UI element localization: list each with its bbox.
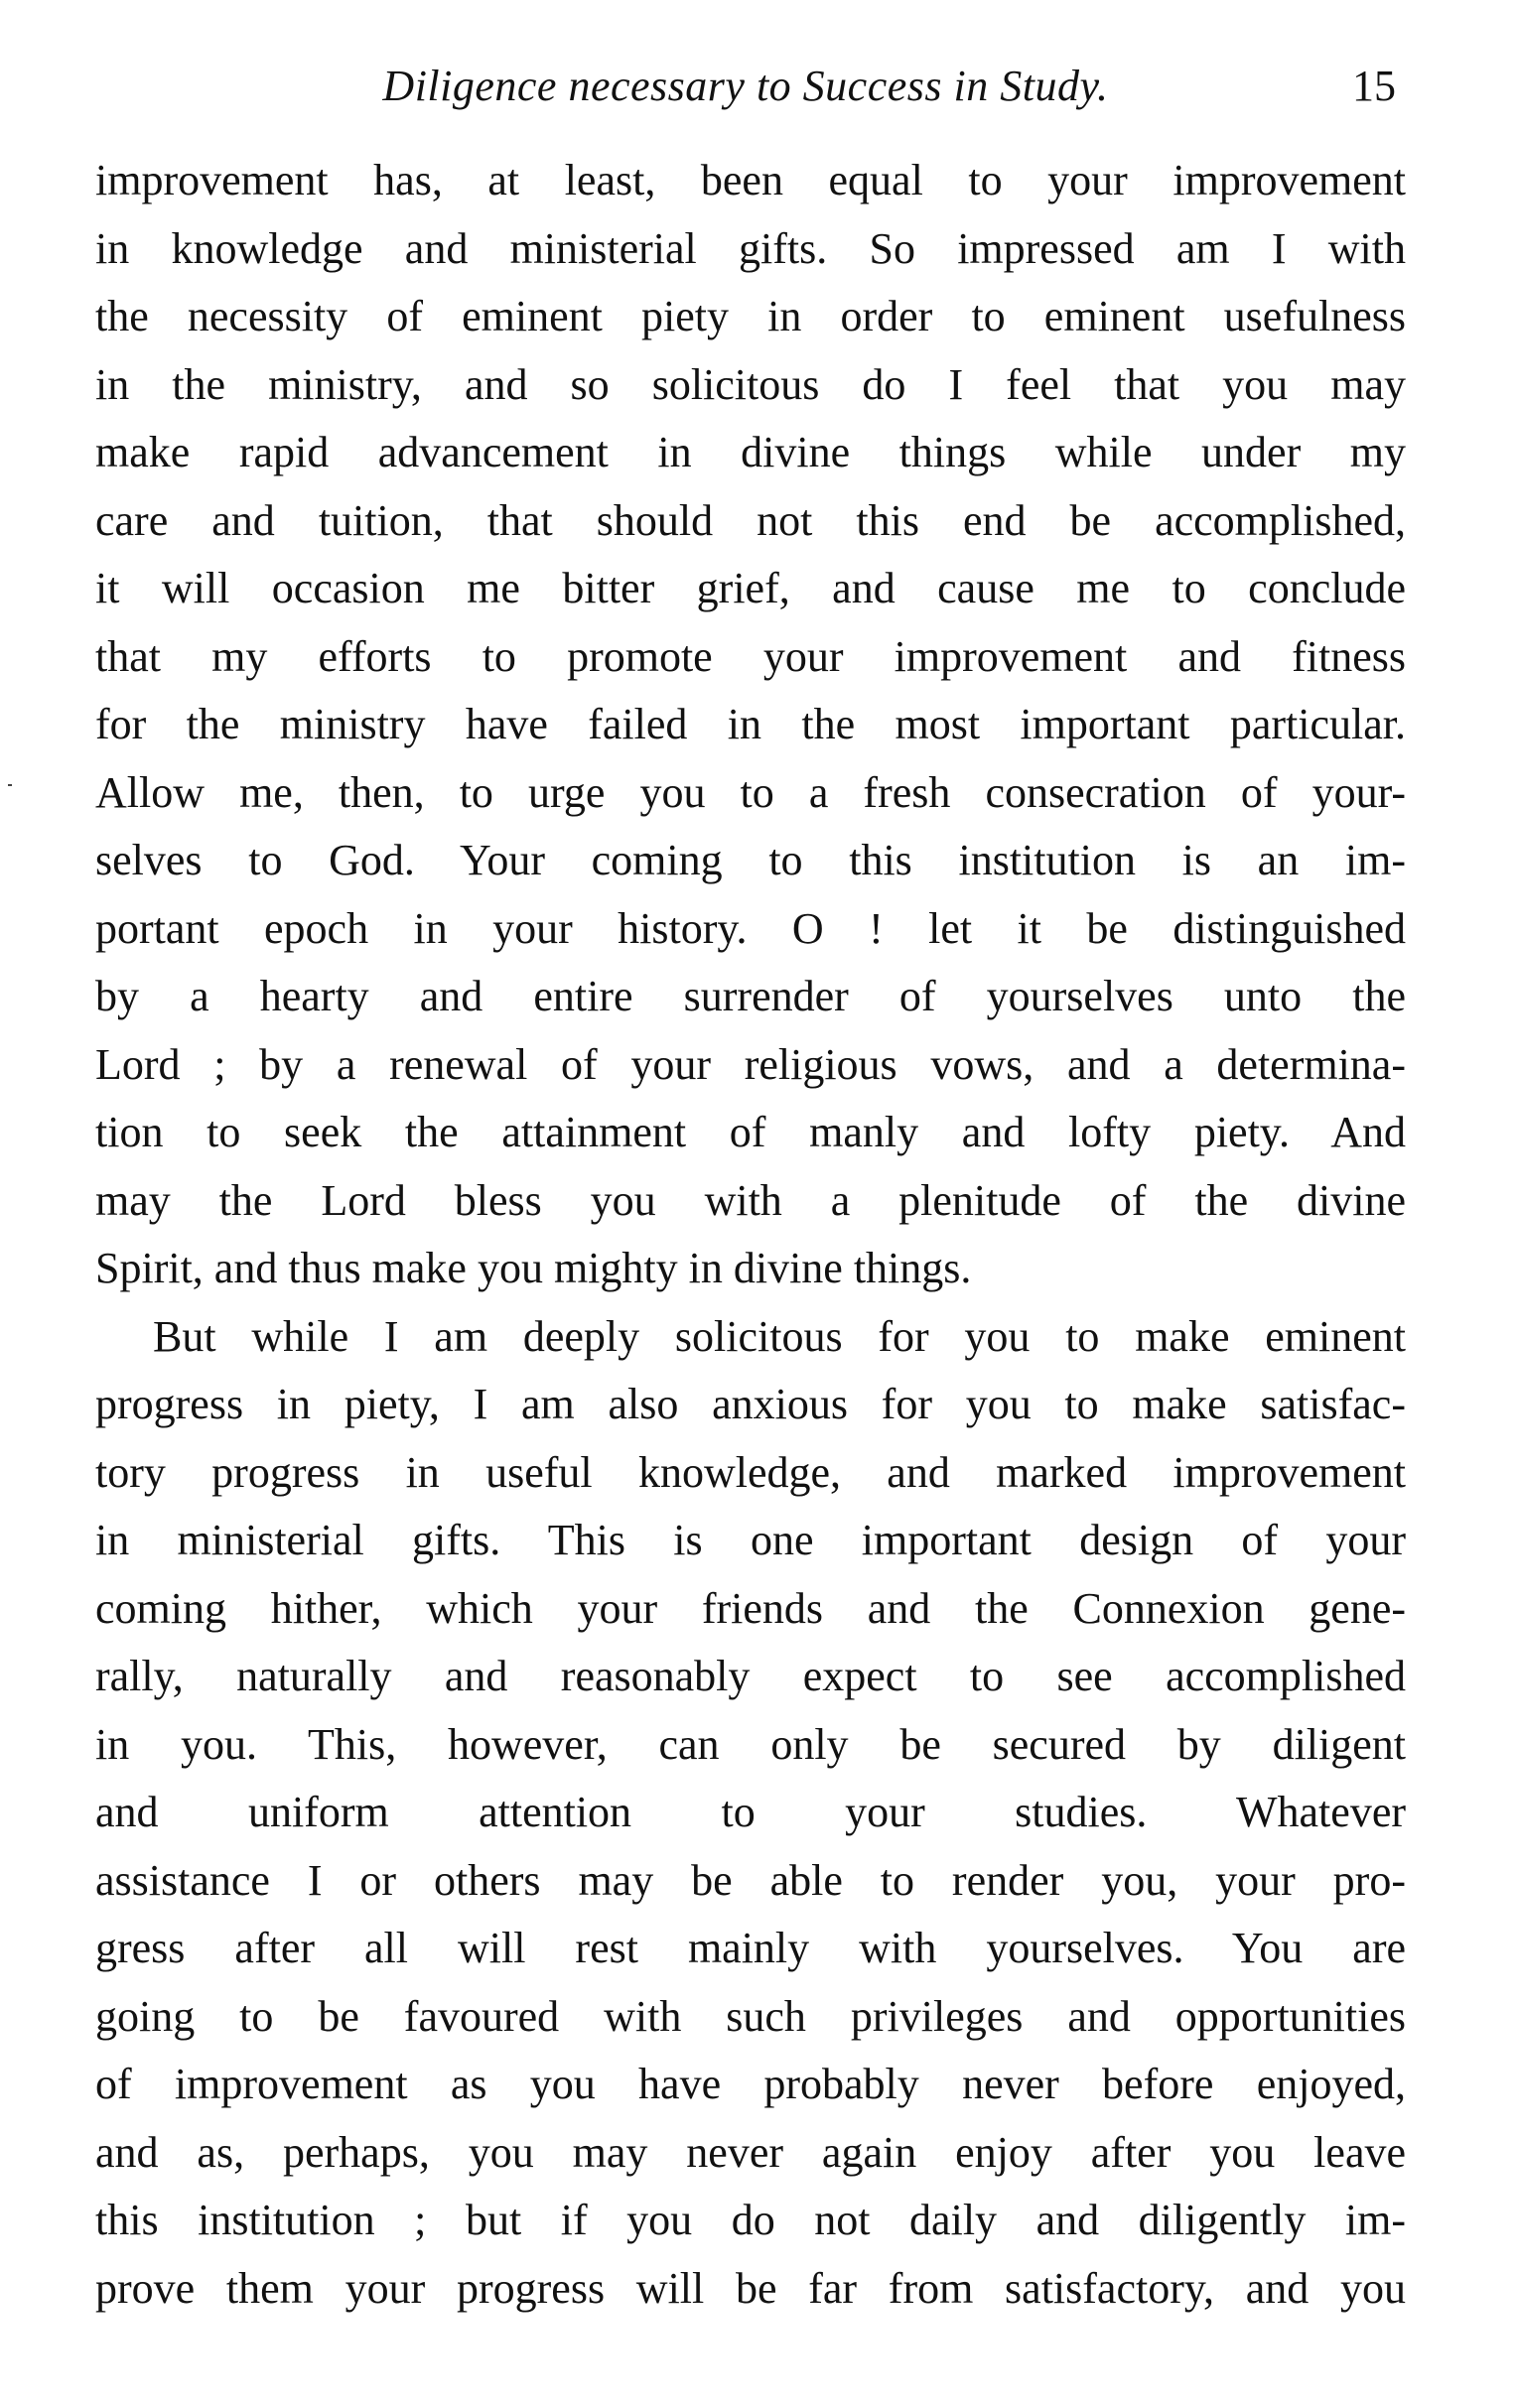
page-number: 15 [1352,62,1396,110]
text-line: in you. This, however, can only be secured by diligent [95,1719,1406,1769]
text-line: this institution ; but if you do not daily and diligently im- [95,2196,1406,2244]
text-line: and uniform attention to your studies. Whatever [95,1788,1406,1836]
text-line: in the ministry, and so solicitous do I feel that you may [95,359,1406,409]
paragraph-start-line: But while I am deeply solicitous for you to make eminent [153,1311,1406,1361]
text-line: assistance I or others may be able to render you, your pro- [95,1855,1406,1905]
text-line: in ministerial gifts. This is one important design of your [95,1516,1406,1564]
text-line: improvement has, at least, been equal to your improvement [95,156,1406,204]
text-line: the necessity of eminent piety in order to eminent usefulness [95,292,1406,340]
text-line: Lord ; by a renewal of your religious vows, and a determina- [95,1039,1406,1089]
text-line: going to be favoured with such privileges and opportunities [95,1991,1406,2041]
text-line: it will occasion me bitter grief, and cause me to conclude [95,564,1406,612]
running-head [95,52,1396,121]
text-line: of improvement as you have probably never before enjoyed, [95,2060,1406,2108]
text-line: tion to seek the attainment of manly and lofty piety. And [95,1108,1406,1156]
text-line: Allow me, then, to urge you to a fresh consecration of your- [95,767,1406,817]
running-title: Diligence necessary to Success in Study. [382,62,1109,110]
text-line: portant epoch in your history. O ! let it be distinguished [95,903,1406,953]
text-line: and as, perhaps, you may never again enjoy after you leave [95,2127,1406,2177]
text-line: selves to God. Your coming to this institution is an im- [95,836,1406,884]
text-line: care and tuition, that should not this end be accomplished, [95,495,1406,545]
text-line: by a hearty and entire surrender of yourselves unto the [95,972,1406,1020]
text-line: tory progress in useful knowledge, and marked improvement [95,1447,1406,1497]
text-line: prove them your progress will be far from satisfactory, and you [95,2263,1406,2313]
text-line: for the ministry have failed in the most important particular. [95,700,1406,748]
paragraph-end-line: Spirit, and thus make you mighty in divine things. [95,1244,972,1292]
margin-mark [8,784,12,786]
text-line: make rapid advancement in divine things while under my [95,428,1406,476]
text-line: progress in piety, I am also anxious for you to make satisfac- [95,1380,1406,1428]
text-line: rally, naturally and reasonably expect to see accomplished [95,1652,1406,1700]
text-line: may the Lord bless you with a plenitude of the divine [95,1175,1406,1225]
text-line: gress after all will rest mainly with yourselves. You are [95,1924,1406,1972]
text-line: coming hither, which your friends and the Connexion gene- [95,1583,1406,1633]
body-text [95,147,1406,2323]
text-line: that my efforts to promote your improvement and fitness [95,631,1406,681]
text-line: in knowledge and ministerial gifts. So impressed am I with [95,223,1406,273]
